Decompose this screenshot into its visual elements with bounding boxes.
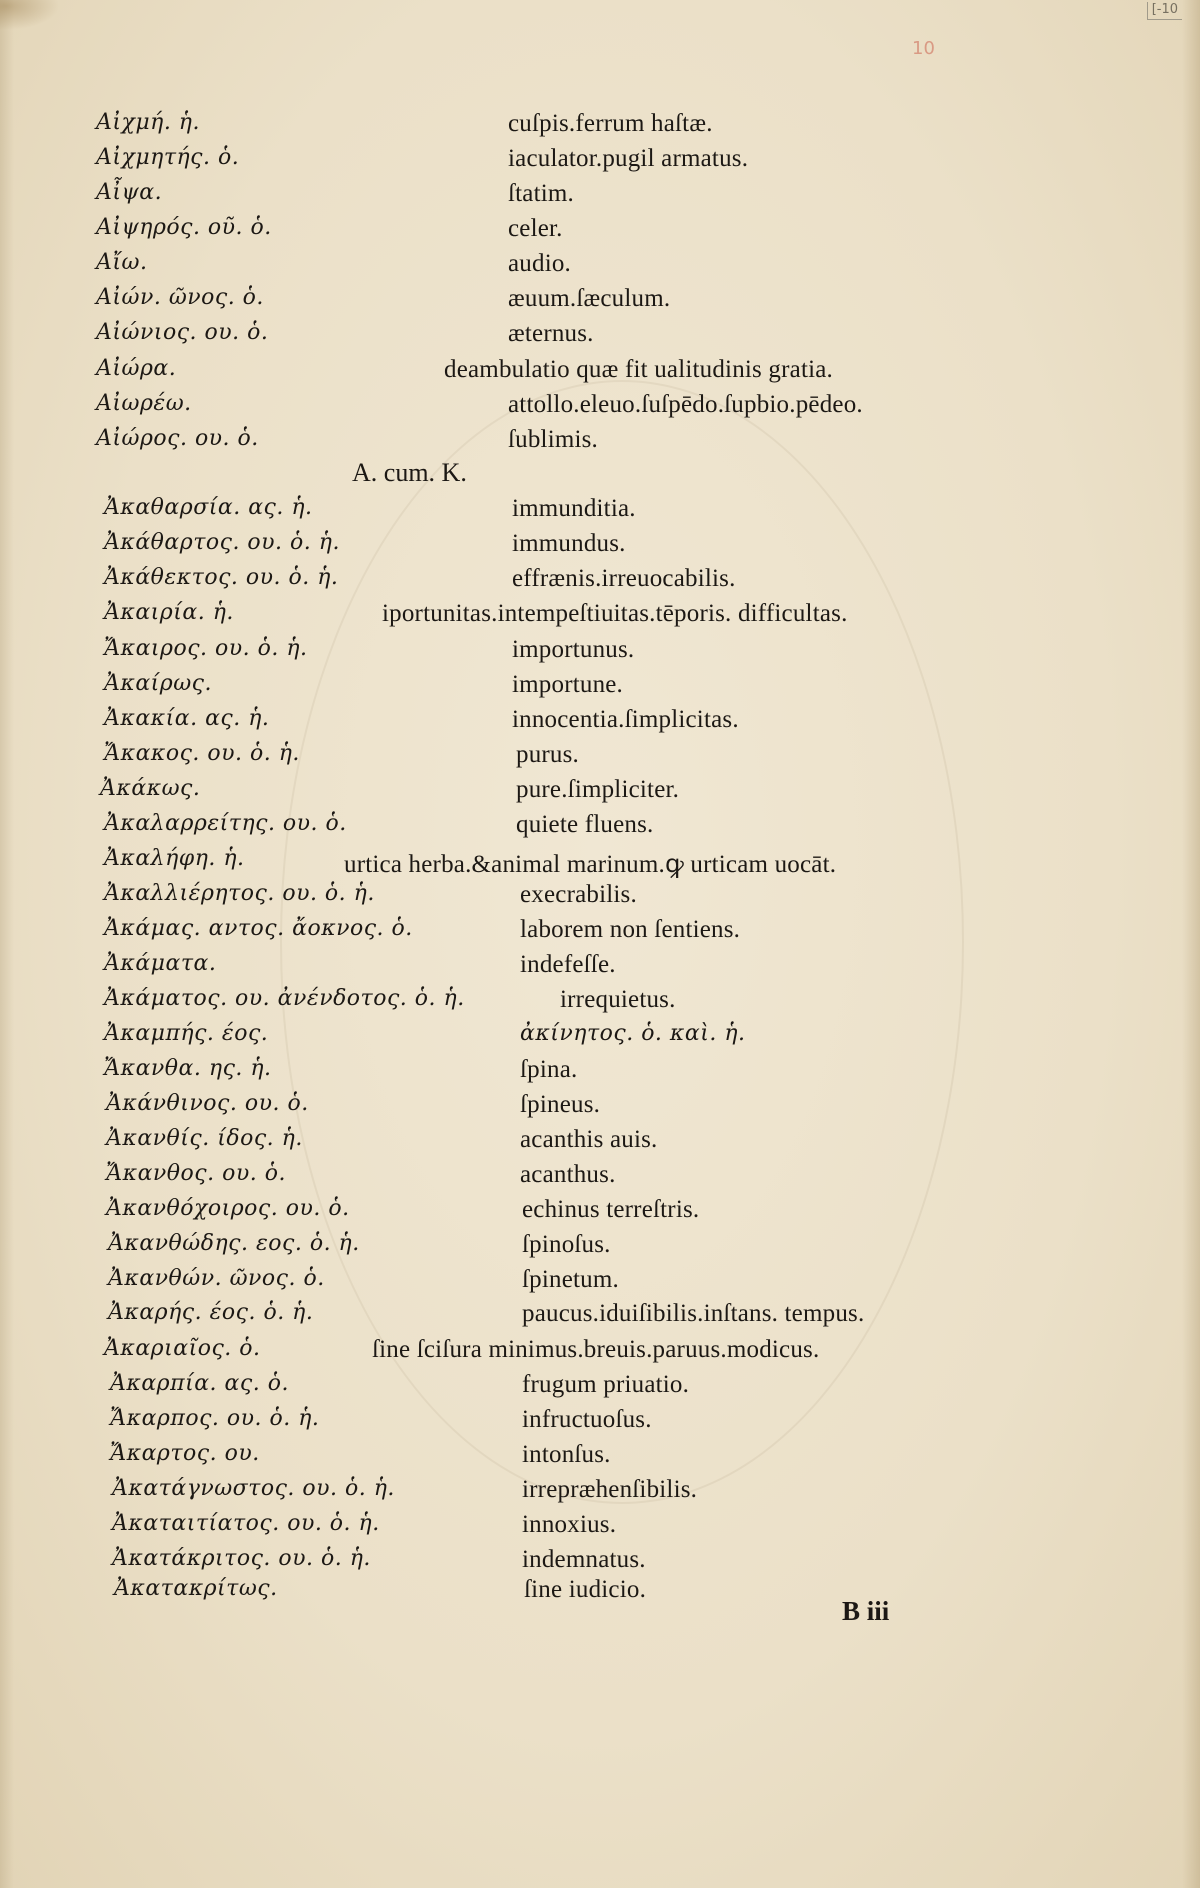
latin-gloss: ſtatim. bbox=[508, 180, 574, 207]
latin-gloss: immunditia. bbox=[512, 495, 636, 522]
entry-row bbox=[0, 600, 1200, 634]
greek-headword: Ἀκατάγνωστος. ου. ὁ. ἡ. bbox=[112, 1476, 395, 1501]
entry-row bbox=[0, 180, 1200, 214]
greek-headword: Ἀκάκως. bbox=[100, 776, 201, 801]
greek-headword: Ἄκαρτος. ου. bbox=[110, 1441, 260, 1466]
greek-headword: Αἰωρέω. bbox=[96, 391, 192, 416]
greek-headword: Ἀκαλήφη. ἡ. bbox=[104, 846, 245, 871]
latin-gloss: indemnatus. bbox=[522, 1546, 646, 1573]
greek-headword: Ἀκαριαῖος. ὁ. bbox=[104, 1336, 261, 1361]
greek-headword: Αἰχμή. ἡ. bbox=[96, 110, 200, 135]
entry-row bbox=[0, 1371, 1200, 1405]
entry-row bbox=[0, 776, 1200, 810]
foliation-mark: [-10 bbox=[1147, 2, 1182, 20]
greek-headword: Ἄκανθος. ου. ὁ. bbox=[106, 1161, 286, 1186]
latin-gloss: æuum.ſæculum. bbox=[508, 285, 671, 312]
latin-gloss: iaculator.pugil armatus. bbox=[508, 145, 749, 172]
pencil-page-number: 10 bbox=[912, 38, 935, 59]
greek-headword: Αἰώρα. bbox=[96, 356, 177, 381]
greek-gloss: ἀκίνητος. ὁ. καὶ. ἡ. bbox=[520, 1021, 746, 1046]
entry-row bbox=[0, 1231, 1200, 1265]
latin-gloss: execrabilis. bbox=[520, 881, 637, 908]
latin-gloss: audio. bbox=[508, 250, 571, 277]
greek-headword: Αἰώνιος. ου. ὁ. bbox=[96, 320, 269, 345]
latin-gloss: attollo.eleuo.ſuſpēdo.ſupbio.pēdeo. bbox=[508, 391, 863, 418]
greek-headword: Ἀκαιρία. ἡ. bbox=[104, 600, 234, 625]
latin-gloss: ſine ſciſura minimus.breuis.paruus.modicus. bbox=[372, 1336, 820, 1363]
latin-gloss: æternus. bbox=[508, 320, 594, 347]
entry-row bbox=[0, 391, 1200, 425]
latin-gloss: deambulatio quæ fit ualitudinis gratia. bbox=[444, 356, 833, 383]
greek-headword: Ἀκαλαρρείτης. ου. ὁ. bbox=[104, 811, 347, 836]
greek-headword: Αἰώρος. ου. ὁ. bbox=[96, 426, 259, 451]
greek-headword: Ἀκανθίς. ίδος. ἡ. bbox=[106, 1126, 303, 1151]
greek-headword: Αἰψηρός. οῦ. ὁ. bbox=[96, 215, 272, 240]
entry-row bbox=[0, 356, 1200, 390]
greek-headword: Ἀκαταιτίατος. ου. ὁ. ἡ. bbox=[112, 1511, 380, 1536]
latin-gloss: ſpina. bbox=[520, 1056, 578, 1083]
entry-row bbox=[0, 285, 1200, 319]
latin-gloss: ſpineus. bbox=[520, 1091, 601, 1118]
greek-headword: Ἄκαρπος. ου. ὁ. ἡ. bbox=[110, 1406, 320, 1431]
greek-headword: Ἀκαμπής. έος. bbox=[104, 1021, 269, 1046]
entry-row bbox=[0, 1576, 1200, 1610]
entry-row bbox=[0, 811, 1200, 845]
latin-gloss: importune. bbox=[512, 671, 624, 698]
entry-row bbox=[0, 1196, 1200, 1230]
latin-gloss: pure.ſimpliciter. bbox=[516, 776, 680, 803]
entry-row bbox=[0, 741, 1200, 775]
greek-headword: Ἄκαιρος. ου. ὁ. ἡ. bbox=[104, 636, 308, 661]
entry-row bbox=[0, 1021, 1200, 1055]
latin-gloss: echinus terreſtris. bbox=[522, 1196, 700, 1223]
entry-row bbox=[0, 495, 1200, 529]
greek-headword: Αἴω. bbox=[96, 250, 148, 275]
entry-row bbox=[0, 916, 1200, 950]
entry-row bbox=[0, 951, 1200, 985]
latin-gloss: effrænis.irreuocabilis. bbox=[512, 565, 736, 592]
greek-headword: Ἀκάματος. ου. ἀνένδοτος. ὁ. ἡ. bbox=[104, 986, 465, 1011]
entry-row bbox=[0, 1056, 1200, 1090]
greek-headword: Ἀκάνθινος. ου. ὁ. bbox=[106, 1091, 309, 1116]
latin-gloss: ſpinetum. bbox=[522, 1266, 619, 1293]
latin-gloss: irrequietus. bbox=[560, 986, 676, 1013]
entry-row bbox=[0, 1300, 1200, 1334]
latin-gloss: laborem non ſentiens. bbox=[520, 916, 741, 943]
greek-headword: Ἀκάματα. bbox=[104, 951, 217, 976]
latin-gloss: frugum priuatio. bbox=[522, 1371, 690, 1398]
greek-headword: Ἄκανθα. ης. ἡ. bbox=[104, 1056, 272, 1081]
entry-row bbox=[0, 1266, 1200, 1300]
greek-headword: Ἀκανθών. ῶνος. ὁ. bbox=[108, 1266, 325, 1291]
entry-row bbox=[0, 426, 1200, 460]
entry-row bbox=[0, 1336, 1200, 1370]
latin-gloss: intonſus. bbox=[522, 1441, 611, 1468]
entry-row bbox=[0, 1406, 1200, 1440]
entry-row bbox=[0, 706, 1200, 740]
latin-gloss: acanthis auis. bbox=[520, 1126, 658, 1153]
entry-row bbox=[0, 1091, 1200, 1125]
entry-row bbox=[0, 145, 1200, 179]
section-heading: A. cum. K. bbox=[352, 458, 467, 487]
entry-row bbox=[0, 1441, 1200, 1475]
greek-headword: Ἀκαθαρσία. ας. ἡ. bbox=[104, 495, 313, 520]
latin-gloss: infructuoſus. bbox=[522, 1406, 652, 1433]
latin-gloss: purus. bbox=[516, 741, 580, 768]
greek-headword: Ἀκανθώδης. εος. ὁ. ἡ. bbox=[108, 1231, 360, 1256]
latin-gloss: cuſpis.ferrum haſtæ. bbox=[508, 110, 713, 137]
entry-row bbox=[0, 565, 1200, 599]
greek-headword: Ἀκαρπία. ας. ὁ. bbox=[110, 1371, 289, 1396]
latin-gloss: irrepræhenſibilis. bbox=[522, 1476, 698, 1503]
latin-gloss: acanthus. bbox=[520, 1161, 616, 1188]
signature-mark: B iii bbox=[842, 1596, 890, 1626]
latin-gloss: innoxius. bbox=[522, 1511, 617, 1538]
latin-gloss: celer. bbox=[508, 215, 563, 242]
greek-headword: Ἀκαρής. έος. ὁ. ἡ. bbox=[108, 1300, 314, 1325]
latin-gloss: importunus. bbox=[512, 636, 635, 663]
entry-row bbox=[0, 320, 1200, 354]
latin-gloss: immundus. bbox=[512, 530, 626, 557]
greek-headword: Ἄκακος. ου. ὁ. ἡ. bbox=[104, 741, 300, 766]
entry-row bbox=[0, 881, 1200, 915]
latin-gloss: urtica herba.&animal marinum.ꝙ urticam uocāt. bbox=[344, 851, 837, 878]
latin-gloss: ſpinoſus. bbox=[522, 1231, 611, 1258]
entry-row bbox=[0, 1546, 1200, 1580]
entry-row bbox=[0, 986, 1200, 1020]
greek-headword: Ἀκανθόχοιρος. ου. ὁ. bbox=[106, 1196, 350, 1221]
latin-gloss: ſublimis. bbox=[508, 426, 599, 453]
latin-gloss: indefeſſe. bbox=[520, 951, 616, 978]
entry-row bbox=[0, 215, 1200, 249]
latin-gloss: iportunitas.intempeſtiuitas.tēporis. difficultas. bbox=[382, 600, 848, 627]
greek-headword: Αἰών. ῶνος. ὁ. bbox=[96, 285, 264, 310]
latin-gloss: ſine iudicio. bbox=[524, 1576, 647, 1603]
latin-gloss: paucus.iduiſibilis.inſtans. tempus. bbox=[522, 1300, 865, 1327]
entry-row bbox=[0, 110, 1200, 144]
entry-row bbox=[0, 1476, 1200, 1510]
greek-headword: Ἀκάθεκτος. ου. ὁ. ἡ. bbox=[104, 565, 339, 590]
greek-headword: Ἀκάμας. αντος. ἄοκνος. ὁ. bbox=[104, 916, 413, 941]
entry-row bbox=[0, 636, 1200, 670]
entry-row bbox=[0, 1126, 1200, 1160]
entry-row bbox=[0, 1161, 1200, 1195]
entry-row bbox=[0, 1511, 1200, 1545]
greek-headword: Ἀκακία. ας. ἡ. bbox=[104, 706, 270, 731]
greek-headword: Αἰχμητής. ὁ. bbox=[96, 145, 240, 170]
greek-headword: Ἀκαλλιέρητος. ου. ὁ. ἡ. bbox=[104, 881, 375, 906]
greek-headword: Ἀκαίρως. bbox=[104, 671, 212, 696]
greek-headword: Ἀκάθαρτος. ου. ὁ. ἡ. bbox=[104, 530, 340, 555]
greek-headword: Ἀκατακρίτως. bbox=[114, 1576, 278, 1601]
entry-row bbox=[0, 250, 1200, 284]
entry-row bbox=[0, 846, 1200, 880]
greek-headword: Αἶψα. bbox=[96, 180, 163, 205]
latin-gloss: innocentia.ſimplicitas. bbox=[512, 706, 739, 733]
entry-row bbox=[0, 671, 1200, 705]
entry-row bbox=[0, 530, 1200, 564]
greek-headword: Ἀκατάκριτος. ου. ὁ. ἡ. bbox=[112, 1546, 371, 1571]
latin-gloss: quiete fluens. bbox=[516, 811, 654, 838]
